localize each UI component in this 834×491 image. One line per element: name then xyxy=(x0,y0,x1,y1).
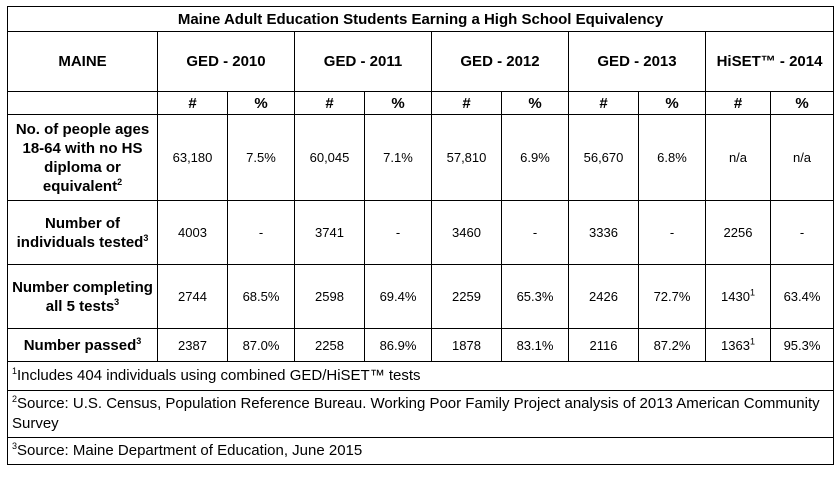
percent-cell xyxy=(639,329,706,362)
footnote-text: Includes 404 individuals using combined GED/HiSET™ tests xyxy=(17,367,421,384)
footnote-mark: 3 xyxy=(114,296,120,307)
cell-value: 2744 xyxy=(178,289,207,304)
percent-cell xyxy=(502,201,569,265)
table-row xyxy=(8,329,834,362)
group-header: GED - 2012 xyxy=(432,32,569,92)
cell-value: 2256 xyxy=(723,225,753,240)
count-cell xyxy=(158,329,228,362)
cell-value: - xyxy=(669,225,675,240)
footnote-text: Source: U.S. Census, Population Reference Bureau. Working Poor Family Project analysis of 2013 American Community Survey xyxy=(12,395,820,432)
percent-cell xyxy=(771,265,834,329)
num-header: # xyxy=(706,92,771,115)
cell-value: 1430 xyxy=(721,289,750,304)
count-cell xyxy=(569,265,639,329)
count-cell xyxy=(158,265,228,329)
cell-value: 60,045 xyxy=(309,150,350,165)
percent-cell xyxy=(228,265,295,329)
count-cell xyxy=(569,329,639,362)
count-cell xyxy=(295,329,365,362)
footnote-1 xyxy=(8,362,834,391)
count-cell xyxy=(569,201,639,265)
count-cell xyxy=(706,115,771,201)
count-cell xyxy=(432,329,502,362)
pct-header: % xyxy=(502,92,569,115)
footnote-2 xyxy=(8,391,834,438)
group-header: GED - 2010 xyxy=(158,32,295,92)
count-cell xyxy=(295,201,365,265)
percent-cell xyxy=(639,201,706,265)
cell-value: 57,810 xyxy=(446,150,487,165)
cell-value: 63,180 xyxy=(172,150,213,165)
cell-value: 72.7% xyxy=(653,289,691,304)
num-header: # xyxy=(432,92,502,115)
table-row xyxy=(8,265,834,329)
percent-cell xyxy=(771,329,834,362)
cell-value: 2259 xyxy=(452,289,481,304)
table-row xyxy=(8,201,834,265)
cell-value: 2598 xyxy=(315,289,344,304)
cell-value: 2116 xyxy=(589,337,618,353)
footnote-mark: 1 xyxy=(749,336,755,347)
cell-value: 4003 xyxy=(178,225,207,240)
footnote-mark: 2 xyxy=(12,394,18,404)
percent-cell xyxy=(502,265,569,329)
cell-value: 2387 xyxy=(178,337,207,353)
cell-value: 1878 xyxy=(452,337,481,353)
percent-cell xyxy=(639,115,706,201)
footnote-3 xyxy=(8,438,834,465)
pct-header: % xyxy=(771,92,834,115)
footnote-mark: 3 xyxy=(136,335,142,346)
cell-value: 3741 xyxy=(315,225,344,240)
pct-header: % xyxy=(639,92,706,115)
percent-cell xyxy=(365,201,432,265)
cell-value: 6.9% xyxy=(520,150,550,165)
row-label xyxy=(8,265,158,329)
count-cell xyxy=(432,201,502,265)
footnote-mark: 2 xyxy=(117,176,123,187)
percent-cell xyxy=(228,201,295,265)
percent-cell xyxy=(771,201,834,265)
num-header: # xyxy=(569,92,639,115)
group-header: GED - 2011 xyxy=(295,32,432,92)
cell-value: - xyxy=(532,225,538,240)
row-label-text: Number of individuals tested xyxy=(16,214,144,251)
cell-value: n/a xyxy=(792,150,812,165)
count-cell xyxy=(706,329,771,362)
row-label-text: Number completing all 5 tests xyxy=(12,278,153,315)
count-cell xyxy=(706,265,771,329)
count-cell xyxy=(569,115,639,201)
percent-cell xyxy=(365,265,432,329)
count-cell xyxy=(158,201,228,265)
pct-header: % xyxy=(365,92,432,115)
cell-value: 2426 xyxy=(589,289,618,304)
cell-value: 65.3% xyxy=(516,289,554,304)
empty-cell xyxy=(8,92,158,115)
hse-table xyxy=(7,6,834,465)
cell-value: 83.1% xyxy=(516,337,554,353)
footnote-mark: 3 xyxy=(12,441,18,451)
cell-value: 87.2% xyxy=(653,337,691,353)
cell-value: 3460 xyxy=(452,225,481,240)
footnote-mark: 1 xyxy=(12,366,18,376)
table-row xyxy=(8,115,834,201)
group-header: GED - 2013 xyxy=(569,32,706,92)
row-label xyxy=(8,329,158,362)
percent-cell xyxy=(365,115,432,201)
state-header: MAINE xyxy=(8,32,158,92)
cell-value: 1363 xyxy=(721,337,750,353)
pct-header: % xyxy=(228,92,295,115)
cell-value: 6.8% xyxy=(657,150,687,165)
count-cell xyxy=(295,115,365,201)
footnote-text: Source: Maine Department of Education, June 2015 xyxy=(17,442,363,459)
row-label xyxy=(8,201,158,265)
percent-cell xyxy=(502,115,569,201)
row-label-text: Number passed xyxy=(23,336,137,354)
header-row-years xyxy=(8,32,834,92)
cell-value: 69.4% xyxy=(379,289,417,304)
percent-cell xyxy=(365,329,432,362)
cell-value: - xyxy=(799,225,805,240)
count-cell xyxy=(158,115,228,201)
cell-value: 63.4% xyxy=(783,289,821,304)
num-header: # xyxy=(295,92,365,115)
cell-value: 68.5% xyxy=(242,289,280,304)
cell-value: - xyxy=(258,225,264,240)
row-label-text: No. of people ages 18-64 with no HS diploma or equivalent xyxy=(15,120,150,195)
group-header: HiSET™ - 2014 xyxy=(706,32,834,92)
footnote-mark: 3 xyxy=(143,232,149,243)
percent-cell xyxy=(502,329,569,362)
percent-cell xyxy=(771,115,834,201)
cell-value: 2258 xyxy=(315,337,344,353)
cell-value: 7.1% xyxy=(383,150,413,165)
count-cell xyxy=(706,201,771,265)
cell-value: - xyxy=(395,225,401,240)
cell-value: n/a xyxy=(728,150,748,165)
cell-value: 56,670 xyxy=(583,150,624,165)
cell-value: 87.0% xyxy=(242,337,280,353)
count-cell xyxy=(432,265,502,329)
num-header: # xyxy=(158,92,228,115)
cell-value: 3336 xyxy=(589,225,618,240)
row-label xyxy=(8,115,158,201)
count-cell xyxy=(432,115,502,201)
percent-cell xyxy=(639,265,706,329)
percent-cell xyxy=(228,329,295,362)
percent-cell xyxy=(228,115,295,201)
count-cell xyxy=(295,265,365,329)
cell-value: 7.5% xyxy=(246,150,276,165)
cell-value: 95.3% xyxy=(783,337,821,353)
header-row-units xyxy=(8,92,834,115)
cell-value: 86.9% xyxy=(379,337,417,353)
table-title: Maine Adult Education Students Earning a High School Equivalency xyxy=(8,7,834,32)
footnote-mark: 1 xyxy=(749,287,755,298)
